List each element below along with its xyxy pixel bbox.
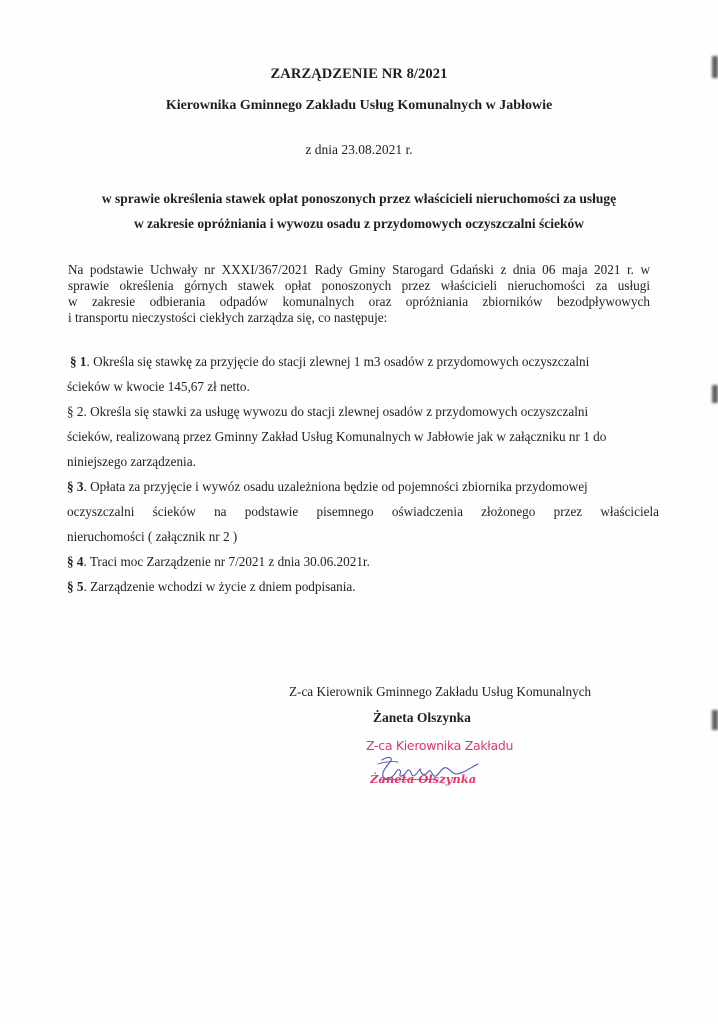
document-subject: [0, 186, 718, 236]
stamp-name: Żaneta Olszynka: [370, 772, 477, 786]
preamble: [68, 262, 650, 326]
stamp-title: Z-ca Kierownika Zakładu: [366, 738, 514, 753]
paragraph-3-cont: oczyszczalni ścieków na podstawie pisemnego oświadczenia złożonego przez właściciela: [67, 504, 659, 519]
paragraph-mark: § 5: [67, 579, 84, 594]
scan-artifact: [712, 385, 718, 403]
paragraph-mark: § 2: [67, 404, 84, 419]
preamble-line: Na podstawie Uchwały nr XXXI/367/2021 Rady Gminy Starogard Gdański z dnia 06 maja 2021 r. w: [68, 262, 650, 277]
paragraph-text: . Zarządzenie wchodzi w życie z dniem podpisania.: [83, 579, 356, 594]
paragraph-1: [67, 349, 659, 374]
paragraph-2-cont: niniejszego zarządzenia.: [67, 454, 196, 469]
preamble-line: sprawie określenia górnych stawek opłat ponoszonych przez właścicieli nieruchomości za usługi: [68, 278, 650, 293]
paragraph-3-cont: nieruchomości ( załącznik nr 2 ): [67, 529, 238, 544]
paragraph-mark: § 3: [67, 479, 84, 494]
paragraph-mark: § 1: [70, 354, 87, 369]
document-issuer: Kierownika Gminnego Zakładu Usług Komunalnych w Jabłowie: [165, 98, 553, 113]
paragraph-text: . Określa się stawki za usługę wywozu do stacji zlewnej osadów z przydomowych oczyszczalni: [83, 404, 589, 419]
signature-name: Żaneta Olszynka: [373, 710, 471, 725]
paragraph-3: [67, 474, 659, 499]
preamble-line: i transportu nieczystości ciekłych zarządza się, co następuje:: [68, 310, 388, 325]
subject-line: w zakresie opróżniania i wywozu osadu z przydomowych oczyszczalni ścieków: [133, 216, 585, 231]
paragraph-text: . Traci moc Zarządzenie nr 7/2021 z dnia 30.06.2021r.: [83, 554, 370, 569]
preamble-line: w zakresie odbierania odpadów komunalnych oraz opróżniania zbiorników bezodpływowych: [68, 294, 650, 309]
paragraph-5: [67, 574, 659, 599]
scan-artifact: [712, 56, 718, 78]
paragraph-4: [67, 549, 659, 574]
paragraph-2: [67, 399, 659, 424]
paragraph-text: . Opłata za przyjęcie i wywóz osadu uzależniona będzie od pojemności zbiornika przydomowej: [83, 479, 588, 494]
document-date: z dnia 23.08.2021 r.: [305, 142, 413, 157]
scan-artifact: [712, 710, 718, 730]
paragraph-text: . Określa się stawkę za przyjęcie do stacji zlewnej 1 m3 osadów z przydomowych oczyszczalni: [86, 354, 590, 369]
document-title: ZARZĄDZENIE NR 8/2021: [270, 66, 448, 82]
signature-stamp: [360, 738, 514, 798]
paragraph-mark: § 4: [67, 554, 84, 569]
signature-role: Z-ca Kierownik Gminnego Zakładu Usług Komunalnych: [289, 684, 592, 699]
paragraph-2-cont: ścieków, realizowaną przez Gminny Zakład Usług Komunalnych w Jabłowie jak w załączniku nr 1 do: [67, 429, 607, 444]
paragraphs: [67, 349, 659, 599]
subject-line: w sprawie określenia stawek opłat ponoszonych przez właścicieli nieruchomości za usługę: [101, 191, 617, 206]
paragraph-1-cont: ścieków w kwocie 145,67 zł netto.: [67, 379, 250, 394]
